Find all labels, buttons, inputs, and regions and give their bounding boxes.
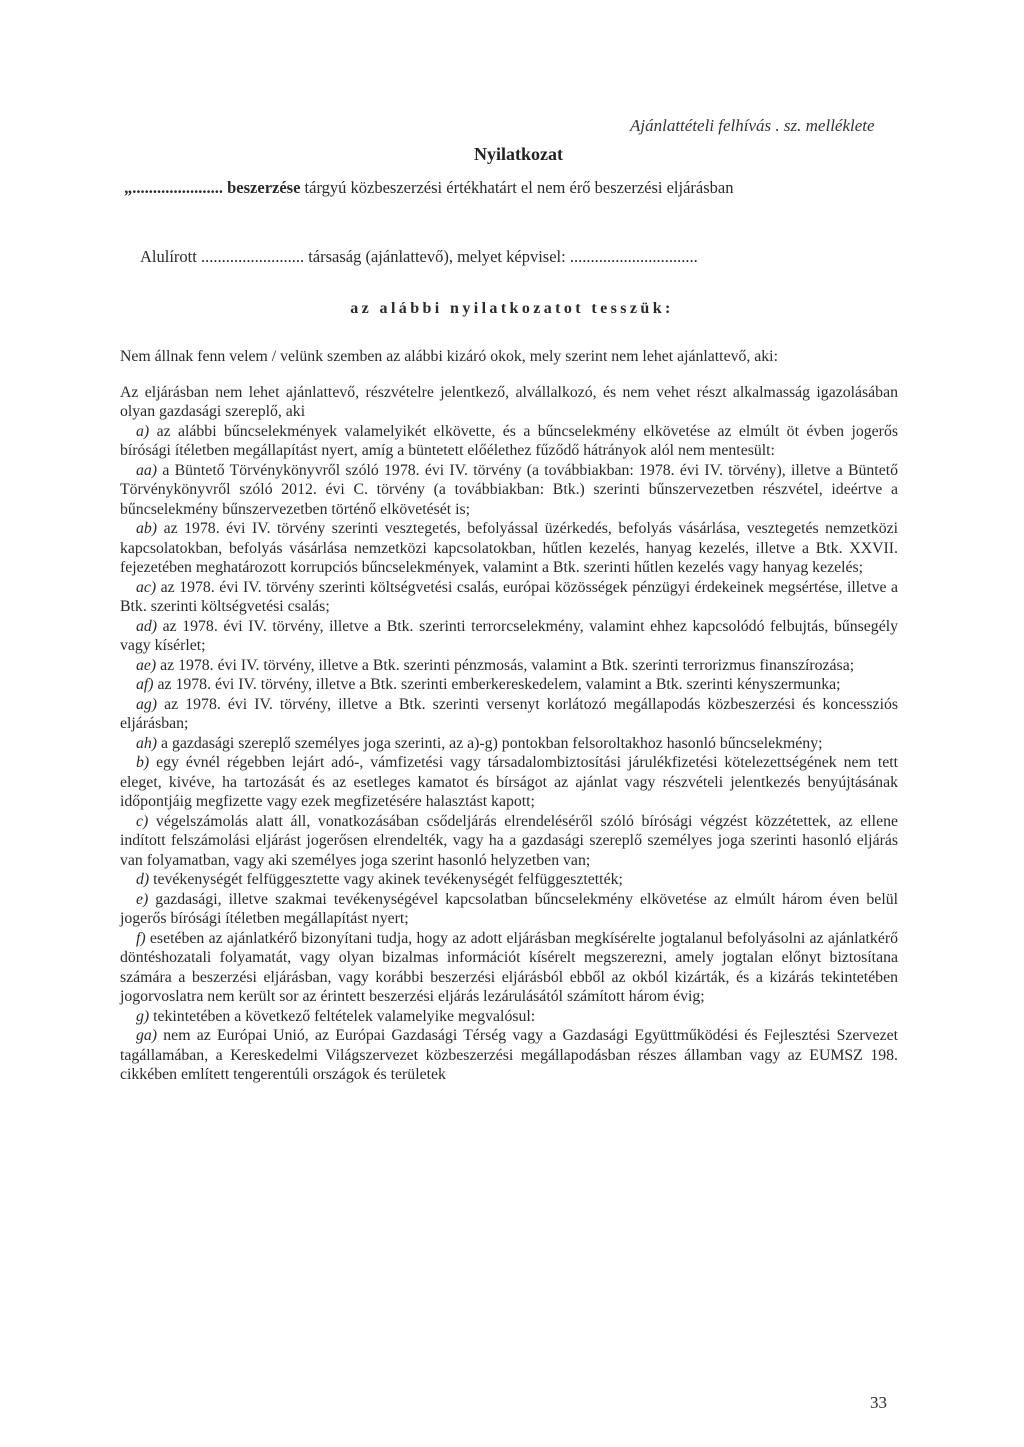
declaration-body bbox=[120, 347, 898, 1085]
item-label: ag) bbox=[136, 695, 158, 713]
item-label: aa) bbox=[136, 461, 158, 479]
item-text: az 1978. évi IV. törvény, illetve a Btk. szerinti versenyt korlátozó megállapodás közbeszerzési és koncessziós eljárásban; bbox=[120, 695, 898, 732]
item-text: a Büntető Törvénykönyvről szóló 1978. évi IV. törvény (a továbbiakban: 1978. évi IV. törvény), illetve a Büntető Törvénykönyvről szóló 2012. évi C. törvény (a továbbiakban: Btk.) szerinti bűnszervezetben részvétel, ideértve a bűncselekmény bűnszervezetben történő elkövetését is; bbox=[120, 461, 898, 518]
item-text: gazdasági, illetve szakmai tevékenységével kapcsolatban bűncselekmény elkövetése az elmúlt három éven belül jogerős bírósági ítéletben megállapítást nyert; bbox=[120, 890, 898, 927]
exclusion-item bbox=[120, 1007, 898, 1027]
exclusion-item bbox=[120, 870, 898, 890]
procurement-subject-line bbox=[124, 178, 733, 198]
subject-rest: tárgyú közbeszerzési értékhatárt el nem érő beszerzési eljárásban bbox=[300, 178, 734, 197]
item-text: a gazdasági szereplő személyes joga szerinti, az a)-g) pontokban felsoroltakhoz hasonló bűncselekmény; bbox=[157, 734, 823, 752]
item-label: b) bbox=[136, 754, 150, 771]
exclusion-item bbox=[120, 617, 898, 656]
page-number: 33 bbox=[870, 1393, 887, 1412]
item-label: ab) bbox=[136, 520, 158, 537]
exclusion-item bbox=[120, 519, 898, 578]
exclusion-item bbox=[120, 890, 898, 929]
item-label: ad) bbox=[136, 617, 158, 635]
item-label: e) bbox=[136, 890, 149, 908]
subject-bold-word: beszerzése bbox=[223, 178, 301, 197]
undersigned-line: Alulírott ......................... társaság (ajánlattevő), melyet képvisel: ............................... bbox=[140, 247, 698, 266]
item-text: az 1978. évi IV. törvény, illetve a Btk. szerinti emberkereskedelem, valamint a Btk. szerinti kényszermunka; bbox=[153, 676, 841, 693]
exclusion-item bbox=[120, 1026, 898, 1085]
item-label: g) bbox=[136, 1007, 150, 1025]
exclusion-item bbox=[120, 461, 898, 520]
exclusion-item bbox=[120, 929, 898, 1007]
page-title: Nyilatkozat bbox=[474, 144, 563, 164]
exclusion-item bbox=[120, 734, 898, 754]
item-label: af) bbox=[136, 676, 154, 693]
item-label: c) bbox=[136, 812, 149, 830]
item-label: ae) bbox=[136, 656, 157, 674]
item-text: az 1978. évi IV. törvény szerinti költségvetési csalás, európai közösségek pénzügyi érdekeinek megsértése, illetve a Btk. szerinti költségvetési csalás; bbox=[120, 578, 898, 615]
exclusion-item bbox=[120, 675, 898, 695]
item-label: f) bbox=[136, 929, 146, 947]
item-text: végelszámolás alatt áll, vonatkozásában csődeljárás elrendeléséről szóló bírósági végzést közzétettek, az ellene indított felszámolási eljárást jogerősen elrendelték, vagy ha a gazdasági szereplő személyes joga szerinti hasonló eljárás van folyamatban, vagy aki személyes joga szerint hasonló helyzetben van; bbox=[120, 812, 898, 869]
item-text: esetében az ajánlatkérő bizonyítani tudja, hogy az adott eljárásban megkísérelte jogtalanul befolyásolni az ajánlatkérő döntéshozatali folyamatát, vagy olyan bizalmas információt kísérelt megszerezni, amely jogtalan előnyt biztosítana számára a beszerzési eljárásban, vagy korábbi beszerzési eljárásból ebből az okból kizárták, és a kizárás tekintetében jogorvoslatra nem került sor az érintett beszerzési eljárás lezárulásától számított három évig; bbox=[120, 929, 898, 1005]
item-label: ah) bbox=[136, 734, 158, 752]
item-label: ga) bbox=[136, 1027, 158, 1044]
item-text: az 1978. évi IV. törvény szerinti vesztegetés, befolyással üzérkedés, befolyás vásárlása, vesztegetés nemzetközi kapcsolatokban, befolyás vásárlása nemzetközi kapcsolatokban, hűtlen kezelés, hanyag kezelés, illetve a Btk. XXVII. fejezetében meghatározott korrupciós bűncselekmények, valamint a Btk. szerinti hűtlen kezelés vagy hanyag kezelés; bbox=[120, 520, 898, 576]
exclusion-item bbox=[120, 695, 898, 734]
intro-paragraph: Nem állnak fenn velem / velünk szemben az alábbi kizáró okok, mely szerint nem lehet ajánlattevő, aki: bbox=[120, 348, 778, 365]
declaration-heading: az alábbi nyilatkozatot tesszük: bbox=[350, 300, 674, 317]
exclusion-item bbox=[120, 422, 898, 461]
exclusion-item bbox=[120, 578, 898, 617]
exclusion-item bbox=[120, 812, 898, 871]
item-text: tevékenységét felfüggesztette vagy akinek tevékenységét felfüggesztették; bbox=[149, 871, 623, 888]
subject-placeholder: „...................... bbox=[124, 178, 223, 197]
item-text: nem az Európai Unió, az Európai Gazdasági Térség vagy a Gazdasági Együttműködési és Fejlesztési Szervezet tagállamában, a Kereskedelmi Világszervezet közbeszerzési megállapodásban részes államban vagy az EUMSZ 198. cikkében említett tengerentúli országok és területek bbox=[120, 1027, 898, 1083]
item-text: egy évnél régebben lejárt adó-, vámfizetési vagy társadalombiztosítási járulékfizetési kötelezettségének nem tett eleget, kivéve, ha tartozását és az esetleges kamatot és bírságot az ajánlat vagy részvételi jelentkezés benyújtásának időpontjáig megfizette vagy ezek megfizetésére halasztást kapott; bbox=[120, 754, 898, 810]
exclusion-list bbox=[120, 422, 898, 1085]
item-label: d) bbox=[136, 871, 150, 888]
item-text: az 1978. évi IV. törvény, illetve a Btk. szerinti terrorcselekmény, valamint ehhez kapcsolódó felbujtás, bűnsegély vagy kísérlet; bbox=[120, 617, 898, 654]
exclusion-item bbox=[120, 656, 898, 676]
item-label: ac) bbox=[136, 578, 157, 596]
item-label: a) bbox=[136, 422, 150, 440]
item-text: az alábbi bűncselekmények valamelyikét elkövette, és a bűncselekmény elkövetése az elmúlt öt évben jogerős bírósági ítéletben megállapítást nyert, amíg a büntetett előélethez fűződő hátrányok alól nem mentesült: bbox=[120, 422, 898, 459]
item-text: tekintetében a következő feltételek valamelyike megvalósul: bbox=[149, 1007, 536, 1025]
annex-reference: Ajánlattételi felhívás . sz. melléklete bbox=[630, 116, 875, 135]
lead-paragraph: Az eljárásban nem lehet ajánlattevő, részvételre jelentkező, alvállalkozó, és nem vehet részt alkalmasság igazolásában olyan gazdasági szereplő, aki bbox=[120, 383, 898, 420]
exclusion-item bbox=[120, 753, 898, 812]
item-text: az 1978. évi IV. törvény, illetve a Btk. szerinti pénzmosás, valamint a Btk. szerinti terrorizmus finanszírozása; bbox=[156, 656, 855, 674]
